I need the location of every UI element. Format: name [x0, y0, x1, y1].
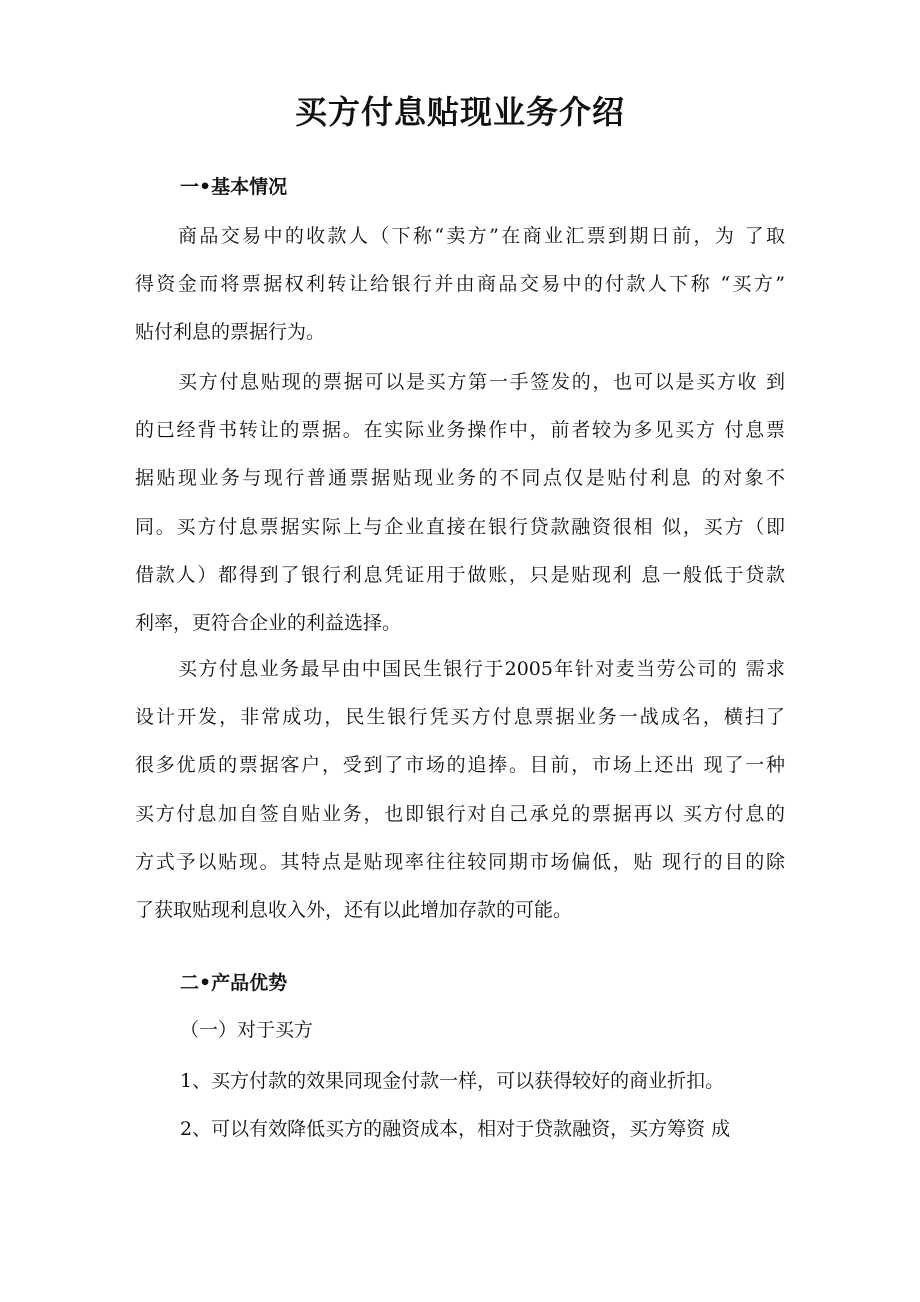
paragraph-line: 贴付利息的票据行为。	[135, 321, 326, 344]
paragraph-line: 得资金而将票据权利转让给银行并由商品交易中的付款人下称 “买方”	[135, 273, 785, 296]
paragraph-line: 很多优质的票据客户，受到了市场的追捧。目前，市场上还出 现了一种	[135, 754, 785, 777]
paragraph-line: 买方付息业务最早由中国民生银行于2005年针对麦当劳公司的 需求	[178, 658, 785, 680]
paragraph-line: 借款人）都得到了银行利息凭证用于做账，只是贴现利 息一般低于贷款	[135, 563, 785, 586]
paragraph-line: 买方付息加自签自贴业务，也即银行对自己承兑的票据再以 买方付息的	[135, 802, 785, 825]
paragraph-line: 同。买方付息票据实际上与企业直接在银行贷款融资很相 似，买方（即	[135, 515, 785, 538]
paragraph-line: 了获取贴现利息收入外，还有以此增加存款的可能。	[135, 899, 573, 922]
paragraph-line: 商品交易中的收款人（下称“卖方”在商业汇票到期日前，为 了取	[178, 225, 785, 247]
paragraph-line: 据贴现业务与现行普通票据贴现业务的不同点仅是贴付利息 的对象不	[135, 467, 785, 490]
list-item: 1、买方付款的效果同现金付款一样，可以获得较好的商业折扣。	[180, 1070, 725, 1092]
section-heading-basic: 一•基本情况	[180, 176, 288, 198]
section-heading-advantages: 二•产品优势	[180, 972, 288, 994]
paragraph-line: 买方付息贴现的票据可以是买方第一手签发的，也可以是买方收 到	[178, 371, 785, 393]
document-title: 买方付息贴现业务介绍	[294, 93, 625, 131]
paragraph-line: 利率，更符合企业的利益选择。	[135, 612, 402, 635]
paragraph-line: 设计开发，非常成功，民生银行凭买方付息票据业务一战成名，横扫了	[135, 706, 785, 729]
paragraph-2	[135, 358, 785, 647]
list-item: 2、可以有效降低买方的融资成本，相对于贷款融资，买方筹资 成	[180, 1118, 731, 1140]
paragraph-line: 方式予以贴现。其特点是贴现率往往较同期市场偏低，贴 现行的目的除	[135, 850, 785, 873]
paragraph-3	[135, 645, 785, 934]
paragraph-1	[135, 212, 785, 357]
subsection-heading-buyer: （一）对于买方	[180, 1019, 314, 1041]
paragraph-line: 的已经背书转让的票据。在实际业务操作中，前者较为多见买方 付息票	[135, 419, 785, 442]
